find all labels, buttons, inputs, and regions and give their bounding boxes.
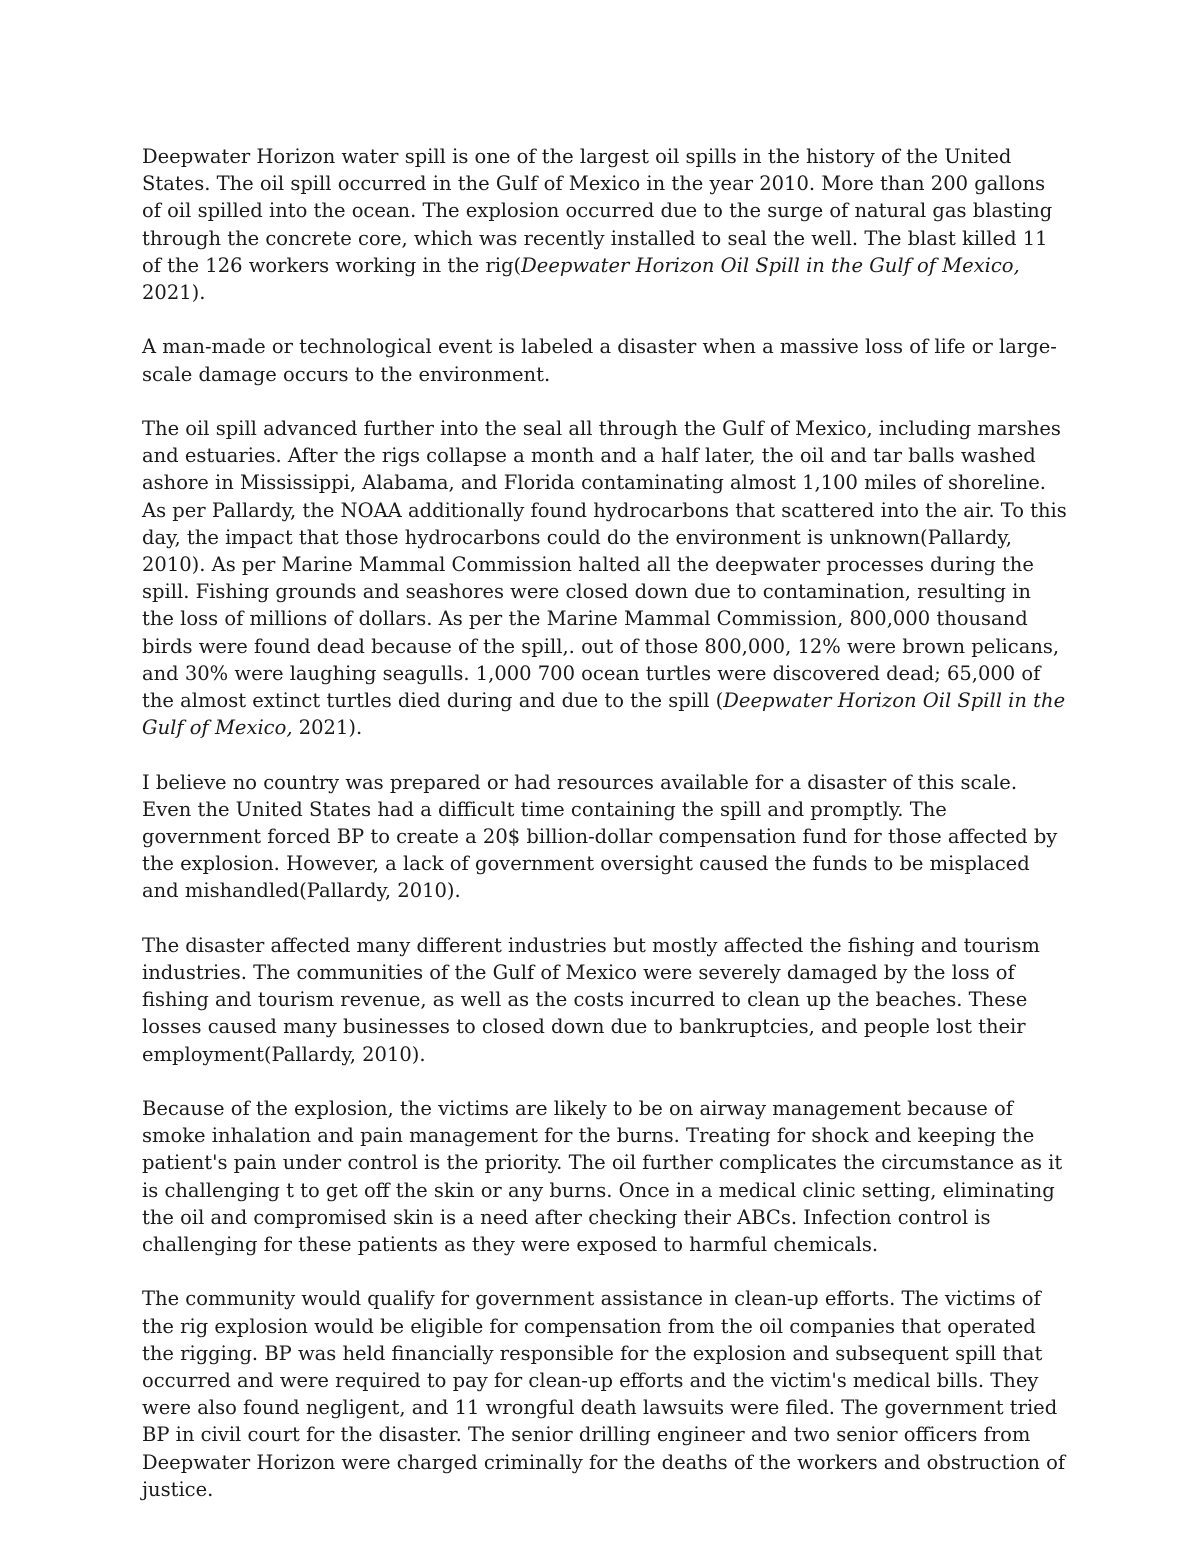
paragraph-4 (142, 769, 1067, 905)
document-body (142, 143, 1067, 1530)
paragraph-6 (142, 1095, 1067, 1258)
paragraph-text: The community would qualify for government assistance in clean-up efforts. The victims of the rig explosion would be eligible for compensation from the oil companies that operated the rigging. BP was held financially responsible for the explosion and subsequent spill that occurred and were required to pay for clean-up efforts and the victim's medical bills. They were also found negligent, and 11 wrongful death lawsuits were filed. The government tried BP in civil court for the disaster. The senior drilling engineer and two senior officers from Deepwater Horizon were charged criminally for the deaths of the workers and obstruction of justice. (142, 1287, 1066, 1501)
paragraph-7 (142, 1285, 1067, 1503)
paragraph-3 (142, 415, 1067, 741)
paragraph-text: The oil spill advanced further into the seal all through the Gulf of Mexico, including marshes and estuaries. After the rigs collapse a month and a half later, the oil and tar balls washed ashore in Mississippi, Alabama, and Florida contaminating almost 1,100 miles of shoreline. As per Pallardy, the NOAA additionally found hydrocarbons that scattered into the air. To this day, the impact that those hydrocarbons could do the environment is unknown(Pallardy, 2010). As per Marine Mammal Commission halted all the deepwater processes during the spill. Fishing grounds and seashores were closed down due to contamination, resulting in the loss of millions of dollars. As per the Marine Mammal Commission, 800,000 thousand birds were found dead because of the spill,. out of those 800,000, 12% were brown pelicans, and 30% were laughing seagulls. 1,000 700 ocean turtles were discovered dead; 65,000 of the almost extinct turtles died during and due to the spill ( (142, 417, 1067, 713)
paragraph-text: 2021). (292, 716, 363, 740)
paragraph-text: Because of the explosion, the victims are likely to be on airway management because of smoke inhalation and pain management for the burns. Treating for shock and keeping the patient's pain under control is the priority. The oil further complicates the circumstance as it is challenging t to get off the skin or any burns. Once in a medical clinic setting, eliminating the oil and compromised skin is a need after checking their ABCs. Infection control is challenging for these patients as they were exposed to harmful chemicals. (142, 1097, 1063, 1257)
paragraph-text: I believe no country was prepared or had resources available for a disaster of this scale. Even the United States had a difficult time containing the spill and promptly. The government forced BP to create a 20$ billion-dollar compensation fund for those affected by the explosion. However, a lack of government oversight caused the funds to be misplaced and mishandled(Pallardy, 2010). (142, 770, 1058, 903)
paragraph-2 (142, 333, 1067, 387)
citation-title: Deepwater Horizon Oil Spill in the Gulf of Mexico, (521, 253, 1020, 277)
citation-title: Deepwater Horizon Oil Spill in the Gulf of Mexico, (142, 689, 1066, 740)
paragraph-text: Deepwater Horizon water spill is one of the largest oil spills in the history of the United States. The oil spill occurred in the Gulf of Mexico in the year 2010. More than 200 gallons of oil spilled into the ocean. The explosion occurred due to the surge of natural gas blasting through the concrete core, which was recently installed to seal the well. The blast killed 11 of the 126 workers working in the rig( (142, 145, 1053, 277)
paragraph-text: The disaster affected many different industries but mostly affected the fishing and tourism industries. The communities of the Gulf of Mexico were severely damaged by the loss of fishing and tourism revenue, as well as the costs incurred to clean up the beaches. These losses caused many businesses to closed down due to bankruptcies, and people lost their employment(Pallardy, 2010). (142, 933, 1040, 1066)
paragraph-1 (142, 143, 1067, 306)
paragraph-text: 2021). (142, 281, 206, 305)
paragraph-text: A man-made or technological event is labeled a disaster when a massive loss of life or large-scale damage occurs to the environment. (142, 335, 1057, 386)
paragraph-5 (142, 932, 1067, 1068)
